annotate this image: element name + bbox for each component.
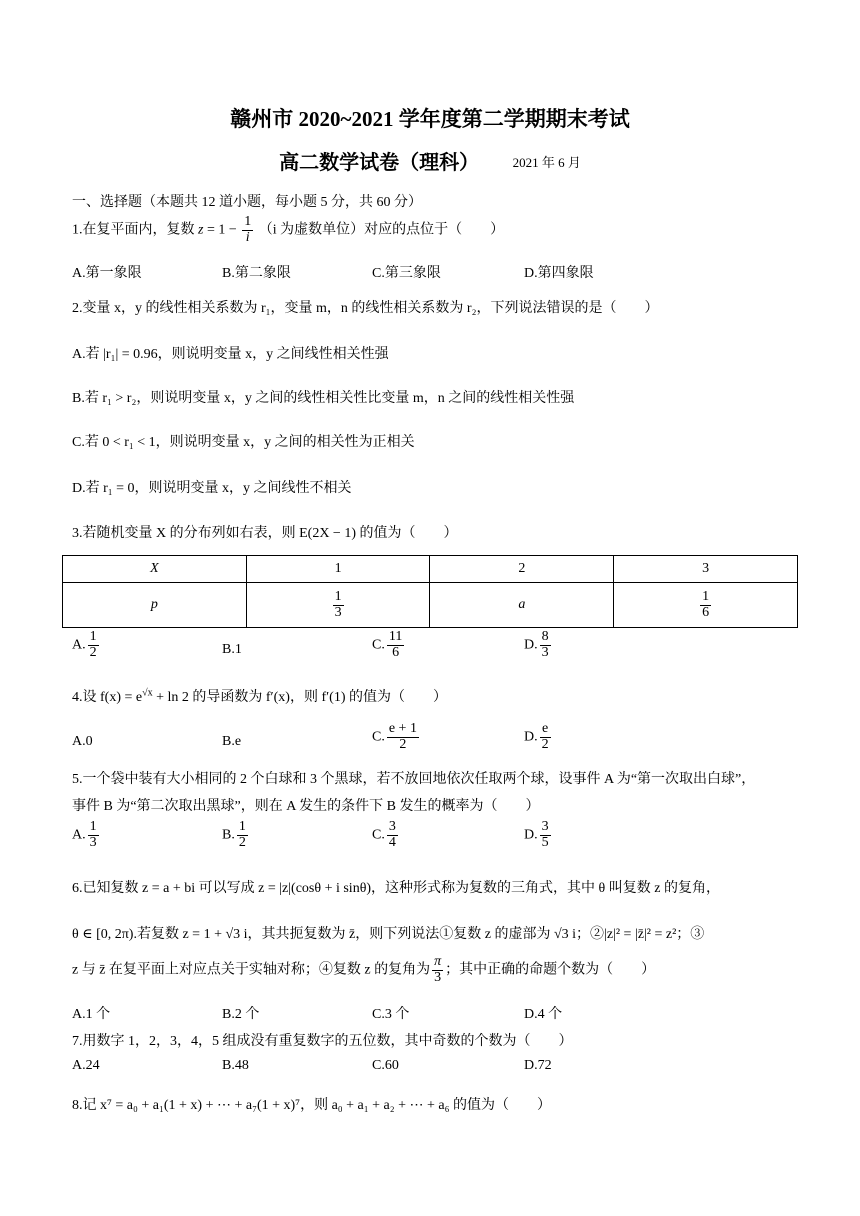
q4-option-a: A.0 bbox=[72, 734, 93, 749]
q1-option-b: B.第二象限 bbox=[222, 266, 291, 281]
q3-option-a: A. $\frac{1}{2}$ bbox=[72, 629, 97, 660]
q3-option-d: D. $\frac{8}{3}$ bbox=[524, 629, 549, 660]
q5-option-c: C. $\frac{3}{4}$ bbox=[372, 819, 396, 850]
table-cell-p1: $\frac{1}{3}$ bbox=[246, 583, 430, 628]
question-1: 1.在复平面内，复数 z = 1 − $\frac{1}{i}$ （i 为虚数单位）对应的点位于（ ） bbox=[72, 214, 505, 245]
q5-option-a: A. $\frac{1}{3}$ bbox=[72, 819, 97, 850]
table-header-row bbox=[63, 556, 798, 583]
question-4: 4.设 $f(x) = e^{√x} + \ln 2$ 的导函数为 f′(x)，则 f′(1) 的值为（ ） bbox=[72, 687, 447, 705]
q5-option-b: B. $\frac{1}{2}$ bbox=[222, 819, 246, 850]
question-8: 8.记 x⁷ = a₀ + a₁(1 + x) + ⋯ + a₇(1 + x)⁷，则 a₀ + a₁ + a₂ + ⋯ + a₆ 的值为（ ） bbox=[72, 1098, 552, 1113]
table-header-2: 2 bbox=[430, 556, 614, 583]
q2-option-b: B.若 r₁ > r₂，则说明变量 x，y 之间的线性相关性比变量 m，n 之间的线性相关性强 bbox=[72, 391, 575, 406]
q6-option-a: A.1 个 bbox=[72, 1007, 111, 1022]
table-row-p bbox=[63, 583, 798, 628]
table-header-1: 1 bbox=[246, 556, 430, 583]
q1-pre: 1.在复平面内，复数 bbox=[72, 222, 195, 238]
q1-post: （i 为虚数单位）对应的点位于（ ） bbox=[258, 222, 505, 238]
section-heading: 一、选择题（本题共 12 道小题，每小题 5 分，共 60 分） bbox=[72, 195, 422, 210]
question-2: 2.变量 x，y 的线性相关系数为 r₁，变量 m，n 的线性相关系数为 r₂，下列说法错误的是（ ） bbox=[72, 301, 659, 316]
q7-option-d: D.72 bbox=[524, 1058, 552, 1073]
q5-option-d: D. $\frac{3}{5}$ bbox=[524, 819, 549, 850]
table-cell-p: p bbox=[63, 583, 247, 628]
q2-option-a: A.若 |r₁| = 0.96，则说明变量 x，y 之间线性相关性强 bbox=[72, 347, 389, 362]
distribution-table bbox=[62, 555, 798, 628]
q7-option-b: B.48 bbox=[222, 1058, 249, 1073]
q7-option-a: A.24 bbox=[72, 1058, 100, 1073]
q1-fraction: $\frac{1}{i}$ bbox=[244, 214, 252, 245]
question-3: 3.若随机变量 X 的分布列如右表，则 E(2X − 1) 的值为（ ） bbox=[72, 526, 458, 541]
q6-option-d: D.4 个 bbox=[524, 1007, 563, 1022]
q4-option-c: C. $\frac{e + 1}{2}$ bbox=[372, 721, 417, 752]
q2-option-c: C.若 0 < r₁ < 1，则说明变量 x，y 之间的相关性为正相关 bbox=[72, 435, 415, 450]
exam-subtitle: 高二数学试卷（理科） bbox=[279, 152, 480, 174]
q7-option-c: C.60 bbox=[372, 1058, 399, 1073]
exam-date: 2021 年 6 月 bbox=[512, 155, 581, 170]
question-5-line1: 5.一个袋中装有大小相同的 2 个白球和 3 个黑球，若不放回地依次任取两个球，设事件 A 为“第一次取出白球”， bbox=[72, 772, 756, 787]
q1-option-a: A.第一象限 bbox=[72, 266, 142, 281]
q1-option-c: C.第三象限 bbox=[372, 266, 441, 281]
q4-option-b: B.e bbox=[222, 734, 242, 749]
q1-option-d: D.第四象限 bbox=[524, 266, 594, 281]
q3-option-c: C. $\frac{11}{6}$ bbox=[372, 629, 403, 660]
exam-title: 赣州市 2020~2021 学年度第二学期期末考试 bbox=[230, 107, 630, 131]
table-cell-p3: $\frac{1}{6}$ bbox=[614, 583, 798, 628]
question-6-line2: θ ∈ [0, 2π).若复数 z = 1 + √3 i，其共扼复数为 z̄，则下列说法①复数 z 的虚部为 √3 i；②|z|² = |z̄|² = z²；③ bbox=[72, 927, 705, 942]
question-7: 7.用数字 1，2，3，4，5 组成没有重复数字的五位数，其中奇数的个数为（ ） bbox=[72, 1034, 573, 1049]
q6-option-c: C.3 个 bbox=[372, 1007, 410, 1022]
table-header-3: 3 bbox=[614, 556, 798, 583]
question-6-line3: z 与 z̄ 在复平面上对应点关于实轴对称；④复数 z 的复角为 $\frac{\pi}{3}$ ；其中正确的命题个数为（ ） bbox=[72, 954, 656, 985]
table-cell-p2: a bbox=[430, 583, 614, 628]
q2-option-d: D.若 r₁ = 0，则说明变量 x，y 之间线性不相关 bbox=[72, 481, 352, 496]
q4-option-d: D. $\frac{e}{2}$ bbox=[524, 721, 549, 752]
question-6-line1: 6.已知复数 z = a + bi 可以写成 z = |z|(cosθ + i sinθ)，这种形式称为复数的三角式，其中 θ 叫复数 z 的复角， bbox=[72, 881, 720, 896]
question-5-line2: 事件 B 为“第二次取出黑球”，则在 A 发生的条件下 B 发生的概率为（ ） bbox=[72, 799, 540, 814]
q6-option-b: B.2 个 bbox=[222, 1007, 260, 1022]
table-header-x: X bbox=[63, 556, 247, 583]
exam-subtitle-row bbox=[0, 146, 860, 175]
q3-option-b: B.1 bbox=[222, 642, 242, 657]
